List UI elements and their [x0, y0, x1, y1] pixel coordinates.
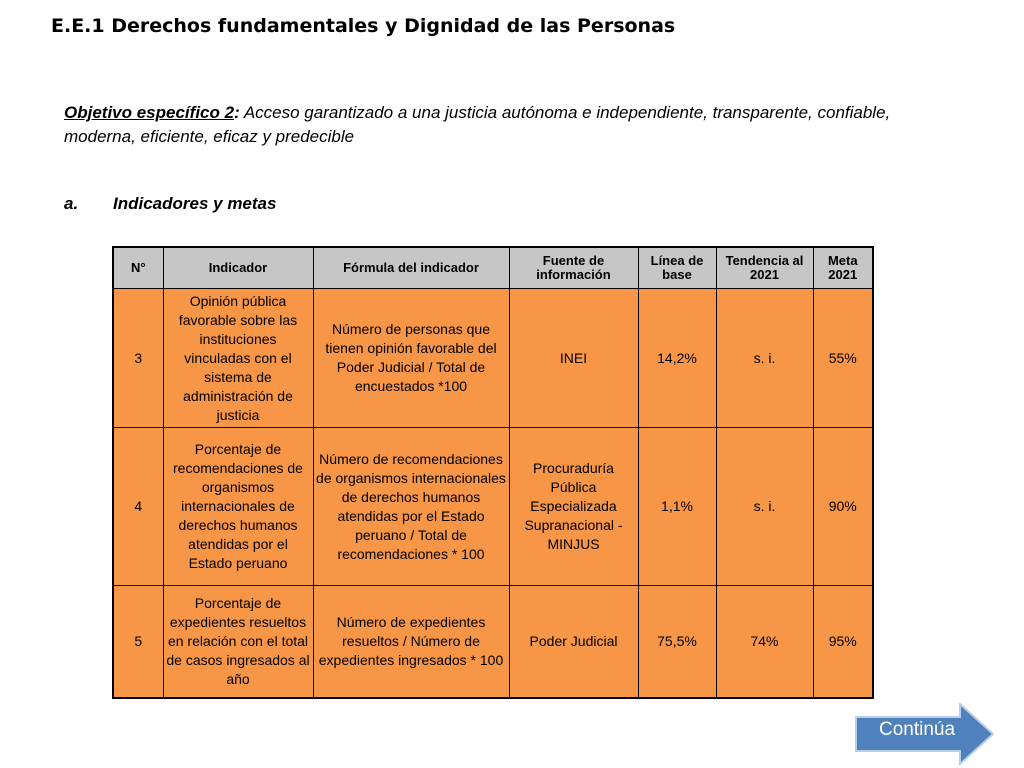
cell-trend: 74%	[716, 586, 813, 699]
cell-indicator: Porcentaje de expedientes resueltos en relación con el total de casos ingresados al año	[163, 586, 313, 699]
cell-baseline: 14,2%	[638, 289, 716, 428]
cell-trend: s. i.	[716, 289, 813, 428]
cell-goal: 90%	[813, 428, 873, 586]
cell-source: INEI	[509, 289, 638, 428]
cell-indicator: Porcentaje de recomendaciones de organismos internacionales de derechos humanos atendidas por el Estado peruano	[163, 428, 313, 586]
header-cell-indicator: Indicador	[163, 247, 313, 289]
objective-paragraph	[64, 101, 964, 149]
cell-goal: 55%	[813, 289, 873, 428]
cell-formula: Número de expedientes resueltos / Número de expedientes ingresados * 100	[313, 586, 509, 699]
table-row	[113, 586, 873, 699]
cell-number: 5	[113, 586, 163, 699]
objective-colon: :	[234, 103, 240, 122]
objective-label: Objetivo específico 2	[64, 103, 235, 122]
table-row	[113, 289, 873, 428]
cell-formula: Número de recomendaciones de organismos internacionales de derechos humanos atendidas por el Estado peruano / Total de recomendaciones * 100	[313, 428, 509, 586]
section-heading	[64, 194, 276, 214]
cell-source: Poder Judicial	[509, 586, 638, 699]
cell-baseline: 1,1%	[638, 428, 716, 586]
header-cell-source: Fuente de información	[509, 247, 638, 289]
cell-indicator: Opinión pública favorable sobre las instituciones vinculadas con el sistema de administración de justicia	[163, 289, 313, 428]
table-header-row	[113, 247, 873, 289]
cell-number: 4	[113, 428, 163, 586]
section-title: Indicadores y metas	[113, 194, 277, 213]
header-cell-number: N°	[113, 247, 163, 289]
header-cell-formula: Fórmula del indicador	[313, 247, 509, 289]
objective-text: Acceso garantizado a una justicia autónoma e independiente, transparente, confiable, moderna, eficiente, eficaz y predecible	[64, 103, 891, 146]
header-cell-goal: Meta 2021	[813, 247, 873, 289]
section-number: a.	[64, 194, 79, 213]
cell-baseline: 75,5%	[638, 586, 716, 699]
indicators-table	[112, 246, 874, 699]
header-cell-baseline: Línea de base	[638, 247, 716, 289]
cell-number: 3	[113, 289, 163, 428]
continue-button[interactable]	[855, 703, 995, 765]
header-cell-trend: Tendencia al 2021	[716, 247, 813, 289]
cell-formula: Número de personas que tienen opinión favorable del Poder Judicial / Total de encuestados *100	[313, 289, 509, 428]
table-row	[113, 428, 873, 586]
cell-goal: 95%	[813, 586, 873, 699]
cell-source: Procuraduría Pública Especializada Supranacional - MINJUS	[509, 428, 638, 586]
page-title: E.E.1 Derechos fundamentales y Dignidad de las Personas	[51, 15, 676, 37]
continue-label: Continúa	[878, 719, 956, 740]
cell-trend: s. i.	[716, 428, 813, 586]
